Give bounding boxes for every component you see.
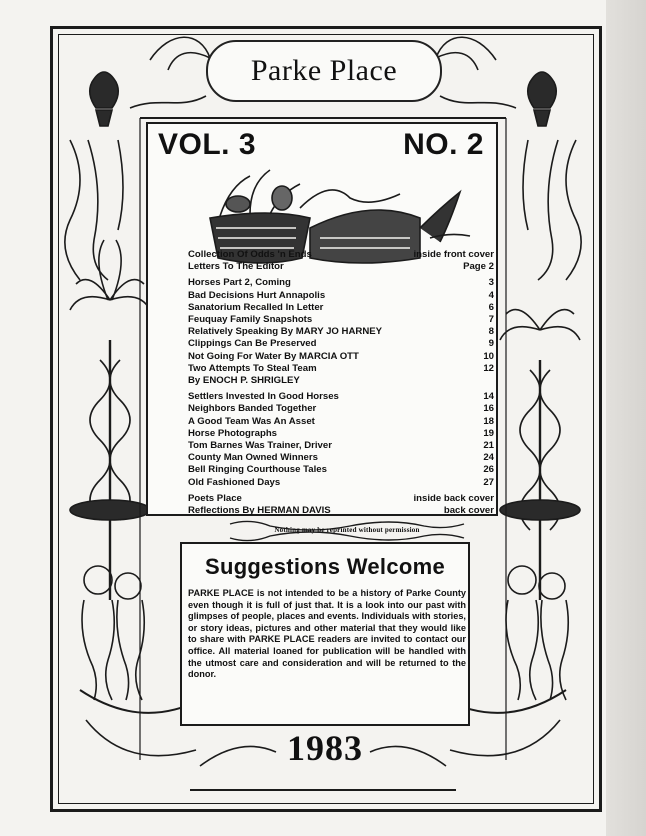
toc-entry: Tom Barnes Was Trainer, Driver 21 (188, 440, 494, 452)
toc-entry: Bad Decisions Hurt Annapolis 4 (188, 289, 494, 301)
toc-entry: By ENOCH P. SHRIGLEY (188, 375, 300, 387)
toc-entry: County Man Owned Winners 24 (188, 452, 494, 464)
suggestions-heading: Suggestions Welcome (204, 554, 445, 579)
toc-entry: Clippings Can Be Preserved 9 (188, 338, 494, 350)
toc-entry: Neighbors Banded Together 16 (188, 403, 494, 415)
toc-entry: Collection Of Odds 'n Ends inside front cover (188, 249, 494, 260)
toc-entry: Feuquay Family Snapshots 7 (188, 314, 494, 326)
toc-entry: Two Attempts To Steal Team 12 (188, 362, 494, 374)
toc-entry: Settlers Invested In Good Horses 14 (188, 391, 494, 403)
table-of-contents-box (146, 122, 498, 516)
reprint-notice-banner (224, 520, 470, 542)
toc-entry: Not Going For Water By MARCIA OTT 10 (188, 350, 494, 362)
toc-entry: Letters To The Editor Page 2 (188, 261, 494, 273)
toc-entry: Relatively Speaking By MARY JO HARNEY 8 (188, 326, 494, 338)
toc-entry: Reflections By HERMAN DAVIS back cover (188, 505, 494, 517)
volume-number: VOL. 3 (158, 128, 257, 161)
magazine-title: Parke Place (250, 54, 398, 87)
toc-entry: Horse Photographs 19 (188, 427, 494, 439)
toc-entry: Poets Place inside back cover (188, 492, 494, 504)
title-cartouche (206, 40, 442, 102)
toc-entry: Old Fashioned Days 27 (188, 476, 494, 488)
suggestions-box (180, 542, 470, 726)
reprint-notice: Nothing may be reprinted without permission (274, 526, 420, 534)
issue-number: NO. 2 (403, 128, 484, 161)
toc-entry: Horses Part 2, Coming 3 (188, 277, 494, 289)
issue-year: 1983 (287, 728, 363, 768)
suggestions-body: PARKE PLACE is not intended to be a history of Parke County even though it is full of just that. It is a look into our past with glimpses of people, places and events. Individuals with stories, or story ideas, pictures and other material that they would like to share with PARKE PLACE readers are invited to contact our office. All material loaned for publication will be handled with the utmost care and consideration and will be returned to the donor. (188, 588, 466, 680)
toc-entry: Sanatorium Recalled In Letter 6 (188, 301, 494, 313)
toc-entry: Bell Ringing Courthouse Tales 26 (188, 464, 494, 476)
toc-entry: A Good Team Was An Asset 18 (188, 415, 494, 427)
toc-list (188, 249, 494, 517)
